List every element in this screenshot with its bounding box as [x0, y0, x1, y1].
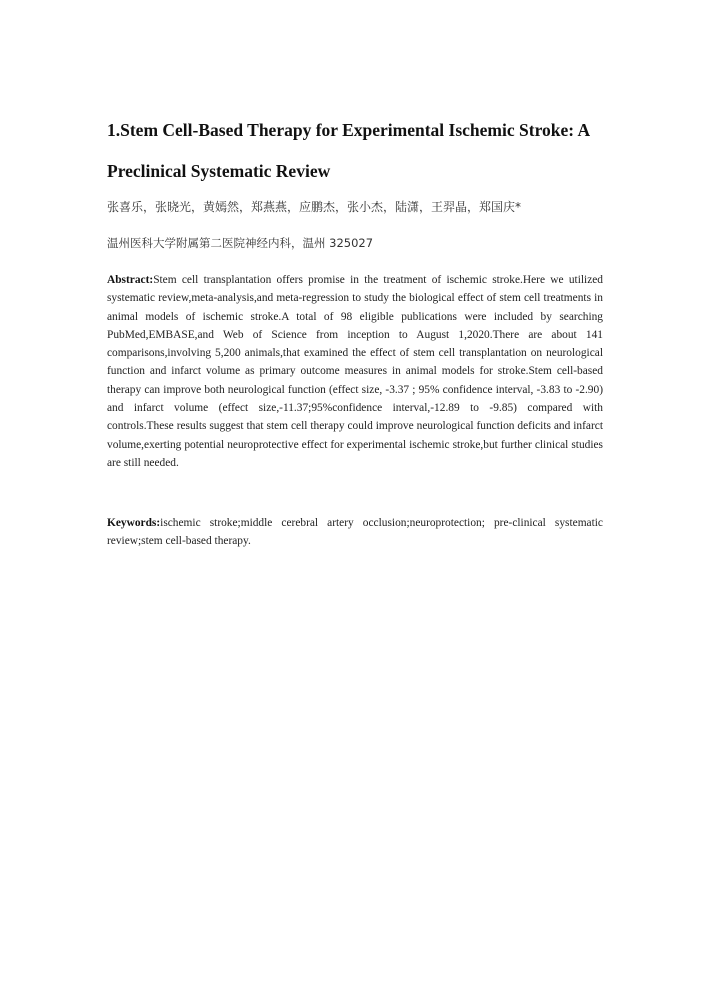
keywords-label: Keywords: [107, 517, 161, 529]
author-list: 张喜乐，张晓光，黄嫣然，郑燕燕，应鹏杰，张小杰，陆潇，王羿晶，郑国庆* [107, 200, 522, 214]
abstract-text: Stem cell transplantation offers promise in the treatment of ischemic stroke.Here we utilized systematic review,meta-analysis,and meta-regression to study the biological effect of stem cell treatments in animal models of ischemic stroke.A total of 98 eligible publications were included by searching PubMed,EMBASE,and Web of Science from inception to August 1,2020.There are about 141 comparisons,involving 5,200 animals,that examined the effect of stem cell transplantation on neurological function and infarct volume as primary outcome measures in animal models for stroke.Stem cell-based therapy can improve both neurological function (effect size, -3.37 ; 95% confidence interval, -3.83 to -2.90) and infarct volume (effect size,-11.37;95%confidence interval,-12.89 to -9.85) compared with controls.These results suggest that stem cell therapy could improve neurological function deficits and infarct volume,exerting potential neuroprotective effect for experimental ischemic stroke,but further clinical studies are still needed. [107, 274, 603, 469]
keywords-paragraph [107, 514, 603, 551]
abstract-paragraph [107, 271, 603, 472]
paper-title: 1.Stem Cell-Based Therapy for Experimental Ischemic Stroke: A Preclinical Systematic Review [107, 120, 590, 181]
author-affiliation: 温州医科大学附属第二医院神经内科，温州 325027 [107, 236, 374, 250]
abstract-label: Abstract: [107, 274, 154, 286]
keywords-text: ischemic stroke;middle cerebral artery occlusion;neuroprotection; pre-clinical systematic review;stem cell-based therapy. [107, 517, 603, 548]
